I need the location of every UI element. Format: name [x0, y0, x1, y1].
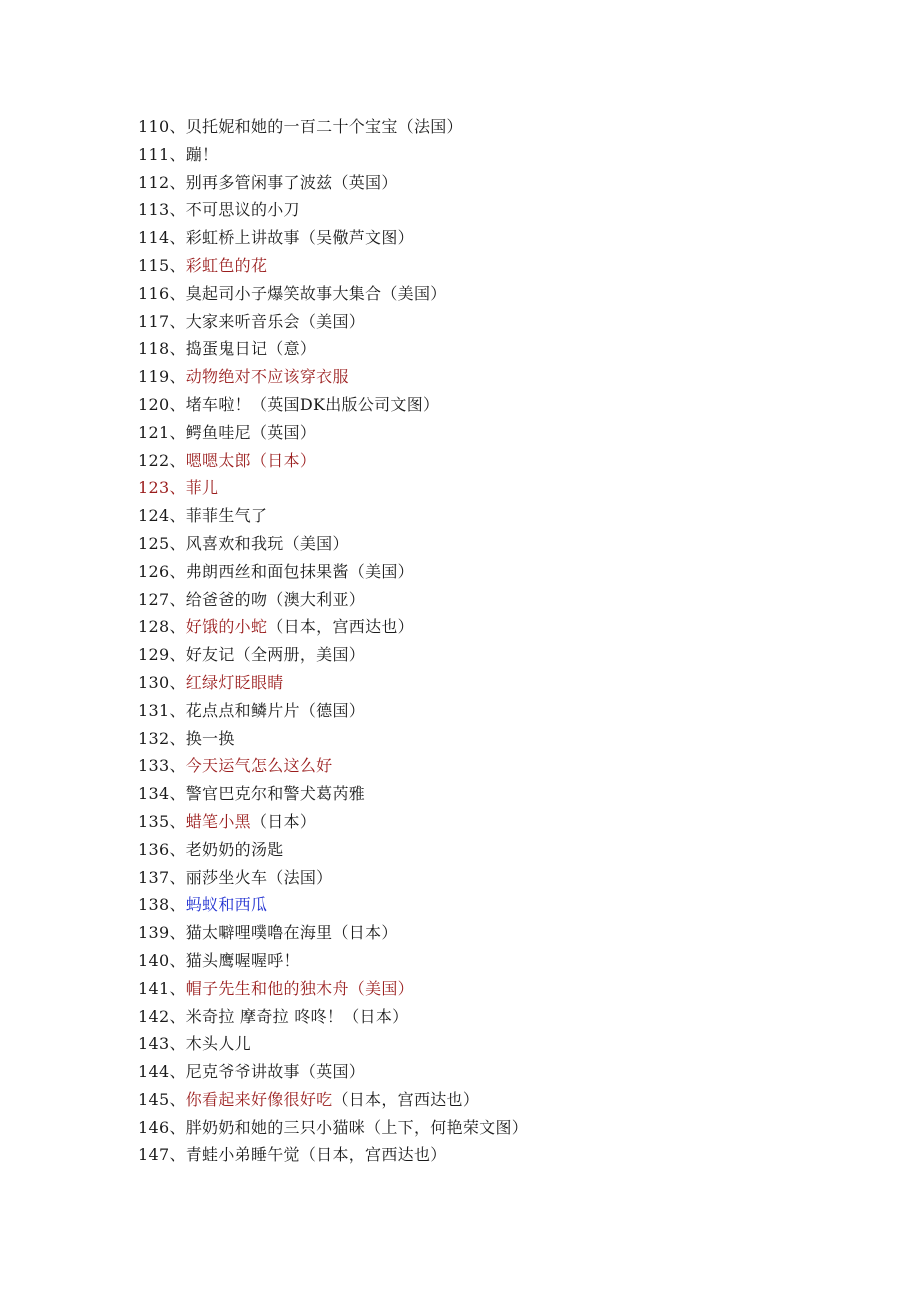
item-number: 126、 [138, 561, 186, 581]
list-item [138, 335, 528, 363]
item-note: （意） [267, 339, 317, 359]
item-note: （法国） [397, 117, 463, 136]
item-number: 119、 [138, 367, 186, 387]
list-item [138, 252, 528, 280]
item-title: 帽子先生和他的独木舟 [185, 978, 349, 998]
item-note: （英国） [299, 1062, 366, 1082]
item-title: 不可思议的小刀 [185, 200, 300, 220]
item-title: 臭起司小子爆笑故事大集合 [185, 283, 382, 303]
list-item [138, 141, 528, 169]
list-item [138, 586, 528, 614]
item-title: 胖奶奶和她的三只小猫咪 [185, 1117, 366, 1137]
list-item [138, 169, 528, 197]
item-title: 米奇拉 摩奇拉 咚咚！ [185, 1006, 344, 1026]
item-title: 好友记 [185, 645, 235, 665]
item-number: 120、 [138, 394, 186, 414]
item-note: （日本） [250, 811, 317, 831]
item-note: （德国） [299, 700, 366, 720]
list-item [138, 1114, 528, 1142]
item-title: 警官巴克尔和警犬葛芮雅 [185, 784, 366, 804]
item-title: 捣蛋鬼日记 [185, 339, 268, 359]
item-note: （吴儆芦文图） [299, 228, 414, 248]
item-title: 蹦！ [185, 144, 219, 164]
item-note: （日本，宫西达也） [332, 1089, 480, 1109]
list-item [138, 474, 528, 502]
item-title: 蚂蚁和西瓜 [185, 895, 268, 915]
item-note: （美国） [299, 311, 366, 331]
list-item [138, 669, 528, 697]
item-number: 124、 [138, 506, 186, 526]
item-note: （法国） [267, 867, 333, 887]
item-title: 动物绝对不应该穿衣服 [185, 367, 349, 387]
item-note: （日本） [343, 1006, 409, 1026]
item-number: 146、 [138, 1117, 186, 1137]
item-number: 145、 [138, 1089, 186, 1109]
list-item [138, 113, 528, 141]
list-item [138, 725, 528, 753]
item-note: （美国） [348, 978, 414, 998]
item-title: 弗朗西丝和面包抹果酱 [185, 561, 349, 581]
item-note: （美国） [348, 561, 414, 581]
item-number: 138、 [138, 895, 186, 915]
item-number: 131、 [138, 700, 186, 720]
item-title: 蜡笔小黑 [185, 811, 251, 831]
item-note: （日本） [332, 923, 398, 943]
item-title: 尼克爷爷讲故事 [185, 1062, 300, 1082]
item-note: （日本，宫西达也） [267, 617, 414, 637]
item-number: 118、 [138, 339, 186, 359]
item-title: 猫头鹰喔喔呼！ [185, 950, 300, 970]
list-item [138, 224, 528, 252]
item-number: 115、 [138, 255, 186, 275]
list-item [138, 808, 528, 836]
item-title: 贝托妮和她的一百二十个宝宝 [185, 117, 398, 136]
list-item [138, 419, 528, 447]
list-item [138, 1141, 528, 1169]
item-title: 堵车啦！ [185, 394, 251, 414]
list-item [138, 1003, 528, 1031]
item-number: 134、 [138, 784, 186, 804]
list-item [138, 613, 528, 641]
item-title: 菲菲生气了 [185, 506, 268, 526]
list-item [138, 1086, 528, 1114]
item-number: 127、 [138, 589, 186, 609]
item-title: 老奶奶的汤匙 [185, 839, 284, 859]
item-number: 129、 [138, 645, 186, 665]
list-item [138, 391, 528, 419]
item-note: （澳大利亚） [267, 589, 366, 609]
item-number: 147、 [138, 1145, 186, 1165]
list-item [138, 780, 528, 808]
item-note: （美国） [283, 533, 349, 553]
item-number: 112、 [138, 172, 186, 192]
item-title: 别再多管闲事了波兹 [185, 172, 333, 192]
list-item [138, 836, 528, 864]
list-item [138, 502, 528, 530]
item-note: （全两册，美国） [234, 645, 366, 665]
item-note: （英国） [332, 172, 398, 192]
item-number: 121、 [138, 422, 186, 442]
item-number: 139、 [138, 923, 186, 943]
item-number: 113、 [138, 200, 186, 220]
item-number: 123、 [138, 478, 186, 498]
list-item [138, 975, 528, 1003]
item-number: 143、 [138, 1034, 186, 1054]
list-item [138, 1058, 528, 1086]
item-title: 嗯嗯太郎 [185, 450, 251, 470]
item-title: 红绿灯眨眼睛 [185, 672, 284, 692]
list-item [138, 280, 528, 308]
item-title: 菲儿 [185, 478, 219, 498]
item-number: 114、 [138, 228, 186, 248]
item-number: 111、 [138, 144, 186, 164]
item-note: （上下，何艳荣文图） [365, 1117, 529, 1137]
item-number: 133、 [138, 756, 186, 776]
item-title: 今天运气怎么这么好 [185, 756, 333, 776]
item-title: 花点点和鳞片片 [185, 700, 300, 720]
list-item [138, 363, 528, 391]
item-number: 117、 [138, 311, 186, 331]
list-item [138, 864, 528, 892]
item-title: 大家来听音乐会 [185, 311, 300, 331]
list-item [138, 752, 528, 780]
item-title: 风喜欢和我玩 [185, 533, 284, 553]
item-title: 鳄鱼哇尼 [185, 422, 251, 442]
item-number: 141、 [138, 978, 186, 998]
item-title: 你看起来好像很好吃 [185, 1089, 333, 1109]
item-note: （日本，宫西达也） [299, 1145, 447, 1165]
item-title: 青蛙小弟睡午觉 [185, 1145, 300, 1165]
item-number: 136、 [138, 839, 186, 859]
item-number: 130、 [138, 672, 186, 692]
item-number: 137、 [138, 867, 186, 887]
item-title: 换一换 [185, 728, 235, 748]
item-number: 116、 [138, 283, 186, 303]
list-item [138, 697, 528, 725]
item-note: （日本） [250, 450, 317, 470]
list-item [138, 196, 528, 224]
item-note: （美国） [381, 283, 447, 303]
list-item [138, 947, 528, 975]
list-item [138, 919, 528, 947]
item-title: 彩虹色的花 [185, 255, 268, 275]
list-item [138, 308, 528, 336]
item-number: 122、 [138, 450, 186, 470]
item-title: 好饿的小蛇 [185, 617, 268, 637]
item-number: 128、 [138, 617, 186, 637]
list-item [138, 530, 528, 558]
list-item [138, 1030, 528, 1058]
item-number: 144、 [138, 1062, 186, 1082]
item-number: 142、 [138, 1006, 186, 1026]
list-item [138, 641, 528, 669]
item-note: （英国DK出版公司文图） [250, 394, 440, 414]
list-item [138, 447, 528, 475]
item-title: 木头人儿 [185, 1034, 251, 1054]
item-title: 彩虹桥上讲故事 [185, 228, 300, 248]
list-item [138, 558, 528, 586]
item-number: 140、 [138, 950, 186, 970]
item-title: 丽莎坐火车 [185, 867, 268, 887]
item-title: 猫太噼哩噗噜在海里 [185, 923, 333, 943]
list-item [138, 891, 528, 919]
item-note: （英国） [250, 422, 317, 442]
item-number: 125、 [138, 533, 186, 553]
item-number: 132、 [138, 728, 186, 748]
item-number: 135、 [138, 811, 186, 831]
book-list [138, 113, 528, 1169]
item-title: 给爸爸的吻 [185, 589, 268, 609]
item-number: 110、 [138, 117, 186, 136]
